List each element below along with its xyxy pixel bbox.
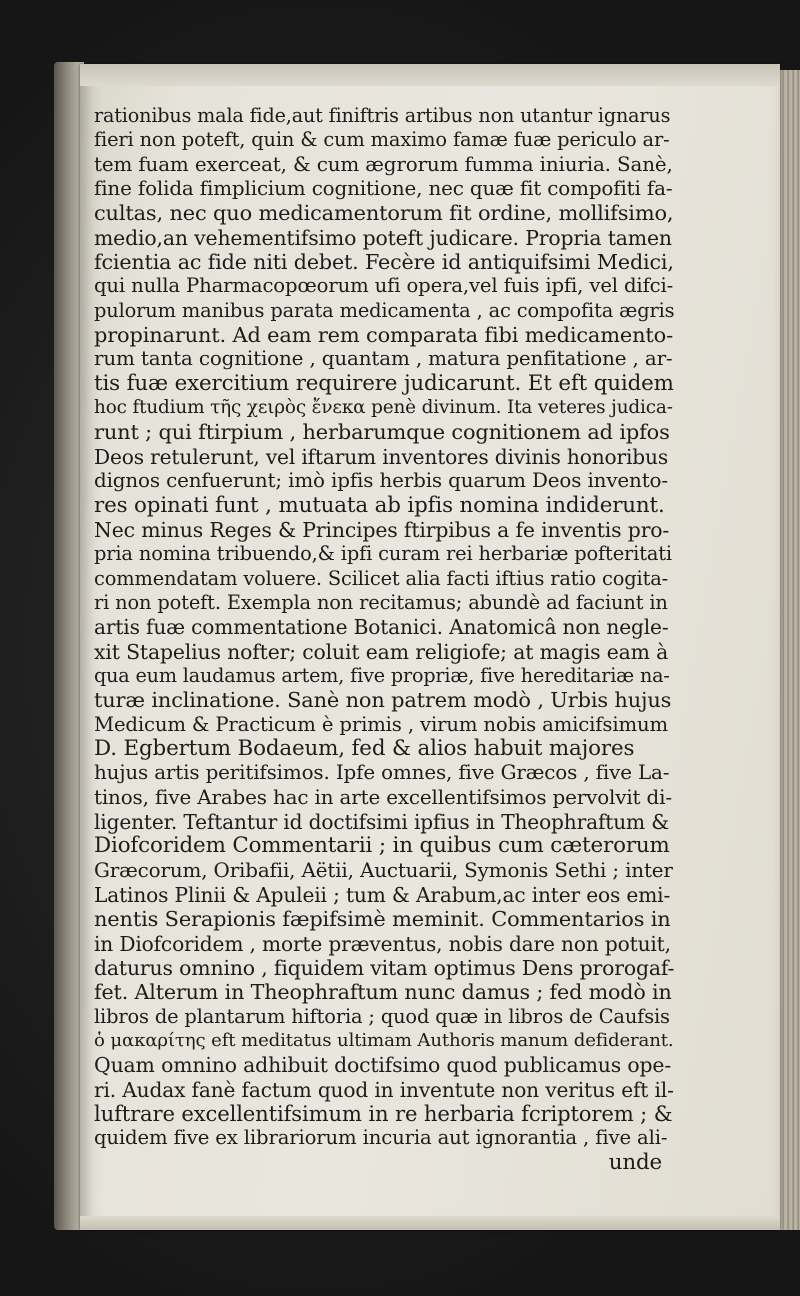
text-line: tis fuæ exercitium requirere judicarunt. Et eft quidem xyxy=(94,371,674,396)
page-body-text xyxy=(94,104,674,1175)
text-line: Latinos Plinii & Apuleii ; tum & Arabum,ac inter eos emi- xyxy=(94,883,671,907)
text-line: fieri non poteft, quin & cum maximo famæ fuæ periculo ar- xyxy=(94,128,670,152)
text-line: Deos retulerunt, vel iftarum inventores divinis honoribus xyxy=(94,444,669,469)
text-line: propinarunt. Ad eam rem comparata fibi medicamento- xyxy=(94,323,673,348)
text-line: pulorum manibus parata medicamenta , ac compofita ægris xyxy=(94,298,674,322)
text-line: xit Stapelius nofter; coluit eam religiofe; at magis eam à xyxy=(94,639,669,664)
text-line: ὁ μακαρίτης eft meditatus ultimam Authoris manum defiderant. xyxy=(94,1030,674,1052)
text-line: daturus omnino , fiquidem vitam optimus Dens prorogaf- xyxy=(94,956,674,981)
text-line: fcientia ac fide niti debet. Fecère id antiquifsimi Medici, xyxy=(94,250,674,275)
text-line: medio,an vehementifsimo poteft judicare. Propria tamen xyxy=(94,225,672,250)
text-line: ri. Audax fanè factum quod in inventute non veritus eft il- xyxy=(94,1077,674,1102)
text-line: Diofcoridem Commentarii ; in quibus cum cæterorum xyxy=(94,834,670,859)
text-line: in Diofcoridem , morte præventus, nobis dare non potuit, xyxy=(94,931,671,956)
text-line: Quam omnino adhibuit doctifsimo quod publicamus ope- xyxy=(94,1053,672,1078)
text-line: artis fuæ commentatione Botanici. Anatomicâ non negle- xyxy=(94,615,669,640)
text-line: cultas, nec quo medicamentorum fit ordine, mollifsimo, xyxy=(94,201,674,226)
text-line: Græcorum, Oribafii, Aëtii, Auctuarii, Symonis Sethi ; inter xyxy=(94,858,673,882)
text-line: fet. Alterum in Theophraftum nunc damus ; fed modò in xyxy=(94,980,672,1005)
text-line: D. Egbertum Bodaeum, fed & alios habuit majores xyxy=(94,736,635,761)
text-line: pria nomina tribuendo,& ipfi curam rei herbariæ pofteritati xyxy=(94,542,672,566)
text-line: libros de plantarum hiftoria ; quod quæ in libros de Caufsis xyxy=(94,1004,670,1028)
text-line: fine folida fimplicium cognitione, nec quæ fit compofiti fa- xyxy=(94,177,673,201)
text-line: turæ inclinatione. Sanè non patrem modò , Urbis hujus xyxy=(94,688,672,713)
text-line: res opinati funt , mutuata ab ipfis nomina indiderunt. xyxy=(94,493,665,518)
text-line: Nec minus Reges & Principes ftirpibus a fe inventis pro- xyxy=(94,517,670,542)
text-line: quidem five ex librariorum incuria aut ignorantia , five ali- xyxy=(94,1126,668,1150)
text-line: Medicum & Practicum è primis , virum nobis amicifsimum xyxy=(94,712,668,736)
text-line: qui nulla Pharmacopœorum ufi opera,vel fuis ipfi, vel difci- xyxy=(94,274,674,298)
text-line: ligenter. Teftantur id doctifsimi ipfius in Theophraftum & xyxy=(94,809,670,834)
text-line: commendatam voluere. Scilicet alia facti iftius ratio cogita- xyxy=(94,566,669,590)
page-top-shadow xyxy=(80,64,780,86)
catchword: unde xyxy=(608,1150,662,1175)
text-line: runt ; qui ftirpium , herbarumque cognitionem ad ipfos xyxy=(94,420,670,445)
text-line: luftrare excellentifsimum in re herbaria fcriptorem ; & xyxy=(94,1102,673,1127)
text-line: ri non poteft. Exempla non recitamus; abundè ad faciunt in xyxy=(94,590,668,614)
text-line: tinos, five Arabes hac in arte excellentifsimos pervolvit di- xyxy=(94,785,672,809)
text-line: qua eum laudamus artem, five propriæ, five hereditariæ na- xyxy=(94,663,670,687)
page-bottom-shadow xyxy=(80,1216,780,1230)
text-line: hujus artis peritifsimos. Ipfe omnes, five Græcos , five La- xyxy=(94,761,670,785)
text-line: rum tanta cognitione , quantam , matura penfitatione , ar- xyxy=(94,347,673,371)
text-line: tem fuam exerceat, & cum ægrorum fumma iniuria. Sanè, xyxy=(94,152,673,176)
text-line: dignos cenfuerunt; imò ipfis herbis quarum Deos invento- xyxy=(94,469,668,493)
text-line: hoc ftudium τῆς χειρὸς ἔνεκα penè divinum. Ita veteres judica- xyxy=(94,397,673,419)
text-line: rationibus mala fide,aut finiftris artibus non utantur ignarus xyxy=(94,104,671,127)
text-line: nentis Serapionis fæpifsimè meminit. Commentarios in xyxy=(94,907,671,932)
